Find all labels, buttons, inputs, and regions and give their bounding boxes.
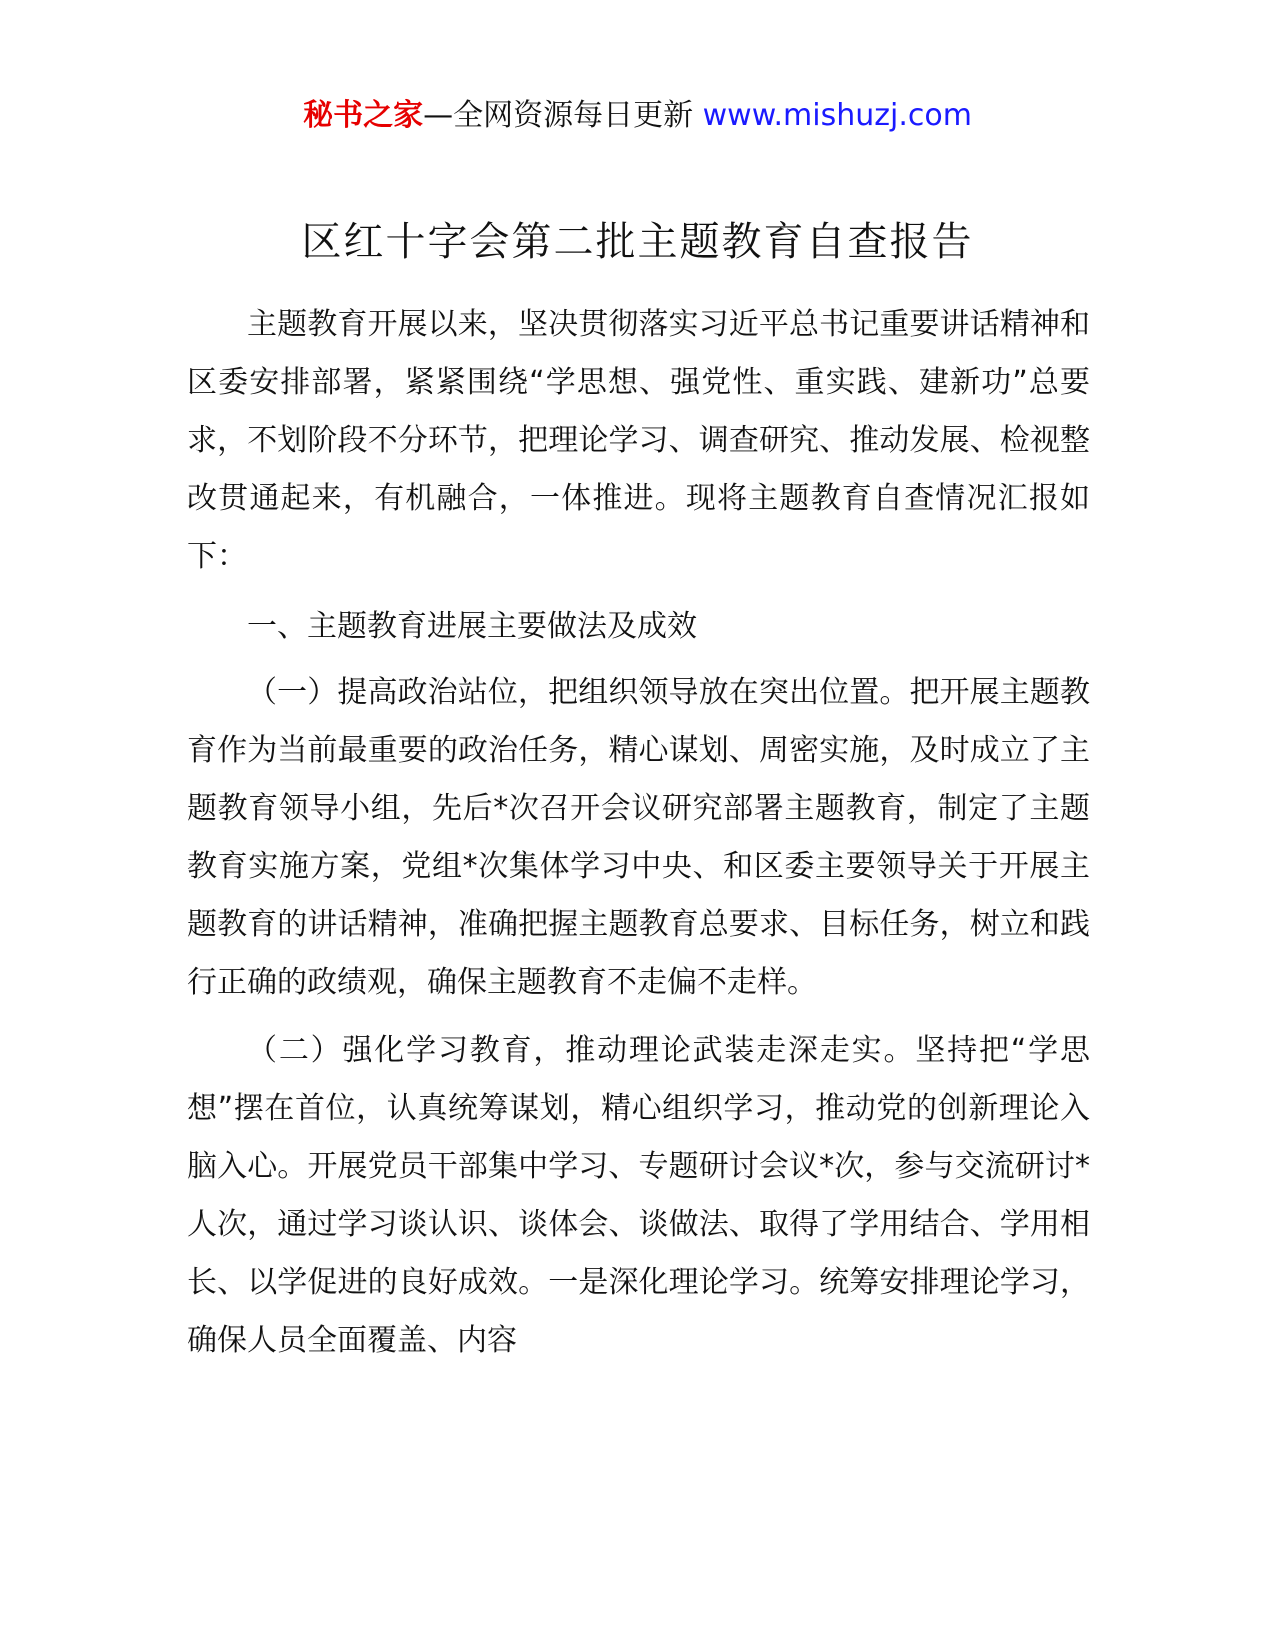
brand-name: 秘书之家	[303, 98, 424, 133]
header-tagline: —全网资源每日更新	[423, 98, 703, 133]
section-heading: 一、主题教育进展主要做法及成效	[247, 609, 697, 644]
body-paragraph: （一）提高政治站位，把组织领导放在突出位置。把开展主题教育作为当前最重要的政治任务，精心谋划、周密实施，及时成立了主题教育领导小组，先后*次召开会议研究部署主题教育，制定了主题教育实施方案，党组*次集体学习中央、和区委主要领导关于开展主题教育的讲话精神，准确把握主题教育总要求、目标任务，树立和践行正确的政绩观，确保主题教育不走偏不走样。	[187, 675, 1090, 1000]
document-body	[187, 296, 1090, 1370]
intro-paragraph: 主题教育开展以来，坚决贯彻落实习近平总书记重要讲话精神和区委安排部署，紧紧围绕“学思想、强党性、重实践、建新功”总要求，不划阶段不分环节，把理论学习、调查研究、推动发展、检视整改贯通起来，有机融合，一体推进。现将主题教育自查情况汇报如下：	[187, 307, 1090, 574]
site-url-link[interactable]: www.mishuzj.com	[702, 98, 972, 133]
document-title: 区红十字会第二批主题教育自查报告	[301, 219, 974, 265]
body-paragraph: （二）强化学习教育，推动理论武装走深走实。坚持把“学思想”摆在首位，认真统筹谋划，精心组织学习，推动党的创新理论入脑入心。开展党员干部集中学习、专题研讨会议*次，参与交流研讨*人次，通过学习谈认识、谈体会、谈做法、取得了学用结合、学用相长、以学促进的良好成效。一是深化理论学习。统筹安排理论学习，确保人员全面覆盖、内容	[187, 1033, 1090, 1358]
site-header	[0, 96, 1275, 136]
